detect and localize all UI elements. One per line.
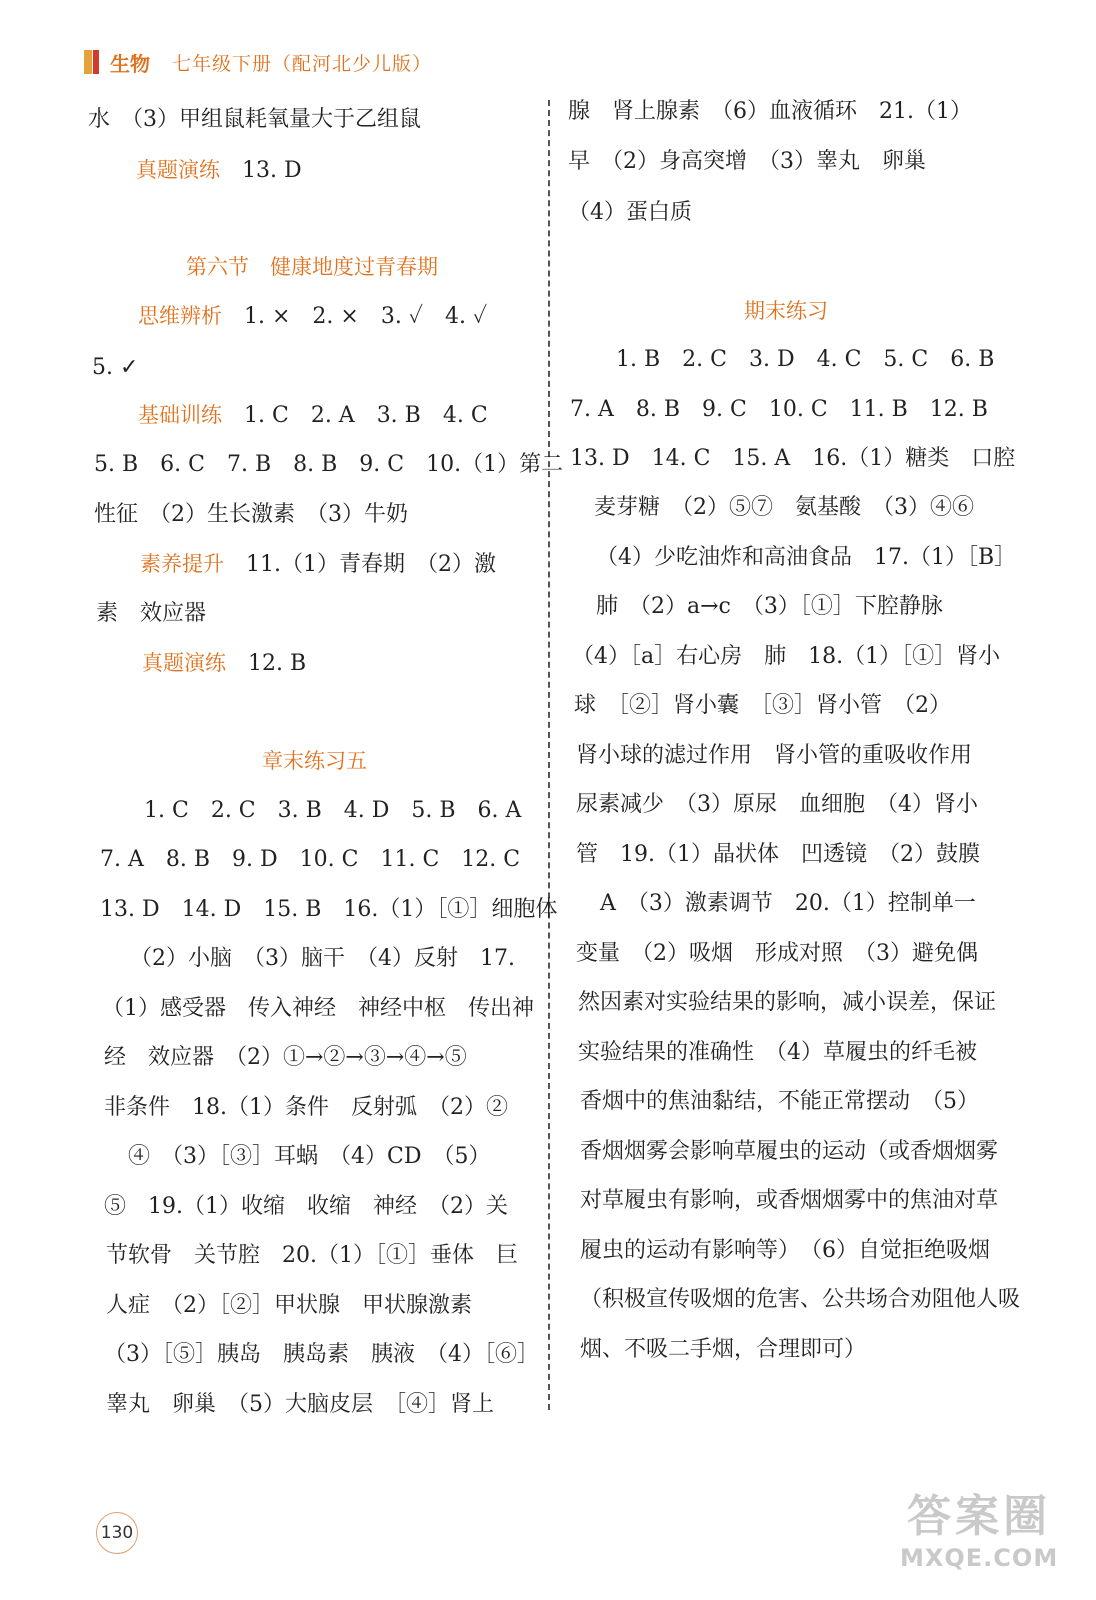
answer-line: 性征 （2）生长激素 （3）牛奶	[94, 502, 408, 527]
label-siwei: 思维辨析	[138, 304, 222, 328]
header-title: 七年级下册（配河北少儿版）	[172, 52, 433, 75]
answer-line: 人症 （2）［②］甲状腺 甲状腺激素	[106, 1293, 472, 1318]
answer-line: 1. B 2. C 3. D 4. C 5. C 6. B	[616, 347, 995, 372]
page-number: 130	[96, 1512, 138, 1554]
answer-line: 履虫的运动有影响等） （6）自觉拒绝吸烟	[580, 1238, 990, 1263]
answer-line: A （3）激素调节 20.（1）控制单一	[600, 891, 976, 916]
answer-line: 麦芽糖 （2）⑤⑦ 氨基酸 （3）④⑥	[594, 495, 974, 520]
answer-line: 水 （3）甲组鼠耗氧量大于乙组鼠	[88, 107, 421, 132]
answer-line: 早 （2）身高突增 （3）睾丸 卵巢	[568, 149, 926, 174]
answer-line: 实验结果的准确性 （4）草履虫的纤毛被	[578, 1040, 977, 1065]
header-subject: 生物	[110, 51, 150, 76]
answer-line: （3）［⑤］胰岛 胰岛素 胰液 （4）［⑥］	[104, 1342, 539, 1367]
answer-line: 尿素减少 （3）原尿 血细胞 （4）肾小	[576, 792, 978, 817]
answer-line: 7. A 8. B 9. D 10. C 11. C 12. C	[100, 847, 521, 872]
answer-line: 5. B 6. C 7. B 8. B 9. C 10.（1）第二	[94, 452, 564, 477]
label-zhenti: 真题演练	[142, 651, 226, 675]
answer-line: 非条件 18.（1）条件 反射弧 （2）②	[104, 1095, 508, 1120]
answer-line: （4）少吃油炸和高油食品 17.（1）［B］	[596, 545, 1017, 570]
answer-line: 对草履虫有影响，或香烟烟雾中的焦油对草	[580, 1188, 999, 1213]
answer-line: （4）蛋白质	[568, 200, 692, 225]
answer-line: 睾丸 卵巢 （5）大脑皮层 ［④］肾上	[106, 1392, 494, 1417]
answer-line: 腺 肾上腺素 （6）血液循环 21.（1）	[568, 99, 972, 124]
watermark-url: MXQE.COM	[900, 1544, 1059, 1572]
column-divider	[548, 100, 550, 1410]
answer-line: （1）感受器 传入神经 神经中枢 传出神	[102, 996, 534, 1021]
answer-line: 素 效应器	[96, 601, 207, 626]
section-heading: 期末练习	[744, 299, 828, 323]
answer-line: 真题演练 13. D	[136, 158, 302, 183]
answer-line: 基础训练 1. C 2. A 3. B 4. C	[138, 403, 488, 428]
answer-line: 13. D 14. D 15. B 16.（1）［①］细胞体	[100, 897, 558, 922]
section-heading: 第六节 健康地度过青春期	[186, 255, 438, 279]
answer-line: ④ （3）［③］耳蜗 （4）CD （5）	[128, 1144, 491, 1169]
answer-line: 真题演练 12. B	[142, 651, 307, 676]
answer-line: 13. D 14. C 15. A 16.（1）糖类 口腔	[570, 446, 1016, 471]
answer-line: （4）［a］右心房 肺 18.（1）［①］肾小	[572, 644, 1001, 669]
label-zhenti: 真题演练	[136, 158, 220, 182]
answer-line: 然因素对实验结果的影响，减小误差，保证	[578, 990, 997, 1015]
answer-line: 肺 （2）a→c （3）［①］下腔静脉	[596, 594, 943, 619]
watermark	[900, 1480, 1058, 1572]
label-jichu: 基础训练	[138, 403, 222, 427]
answer-line: 香烟烟雾会影响草履虫的运动（或香烟烟雾	[580, 1139, 999, 1164]
watermark-logo: 答案圈	[907, 1491, 1052, 1542]
answer-line: 经 效应器 （2）①→②→③→④→⑤	[104, 1045, 467, 1070]
answer-line: 1. C 2. C 3. B 4. D 5. B 6. A	[144, 798, 522, 823]
answer-line: （积极宣传吸烟的危害、公共场合劝阻他人吸	[580, 1287, 1021, 1312]
page-header	[84, 46, 432, 78]
answer-line: 变量 （2）吸烟 形成对照 （3）避免偶	[576, 941, 978, 966]
section-heading: 章末练习五	[262, 749, 367, 773]
answer-line: 管 19.（1）晶状体 凹透镜 （2）鼓膜	[576, 842, 980, 867]
book-icon	[84, 50, 106, 74]
answer-line: 思维辨析 1. × 2. × 3. ✓ 4. ✓	[138, 304, 488, 329]
answer-line: （2）小脑 （3）脑干 （4）反射 17.	[130, 946, 515, 971]
answer-line: ⑤ 19.（1）收缩 收缩 神经 （2）关	[104, 1194, 508, 1219]
answer-line: 素养提升 11.（1）青春期 （2）激	[140, 552, 496, 577]
answer-line: 球 ［②］肾小囊 ［③］肾小管 （2）	[574, 693, 951, 718]
label-suyang: 素养提升	[140, 552, 224, 576]
answer-line: 5. ✓	[92, 355, 139, 380]
answer-line: 节软骨 关节腔 20.（1）［①］垂体 巨	[106, 1243, 518, 1268]
answer-line: 肾小球的滤过作用 肾小管的重吸收作用	[576, 743, 973, 768]
answer-line: 7. A 8. B 9. C 10. C 11. B 12. B	[570, 397, 988, 422]
answer-line: 香烟中的焦油黏结，不能正常摆动 （5）	[580, 1089, 979, 1114]
answer-line: 烟、不吸二手烟，合理即可）	[580, 1337, 867, 1362]
